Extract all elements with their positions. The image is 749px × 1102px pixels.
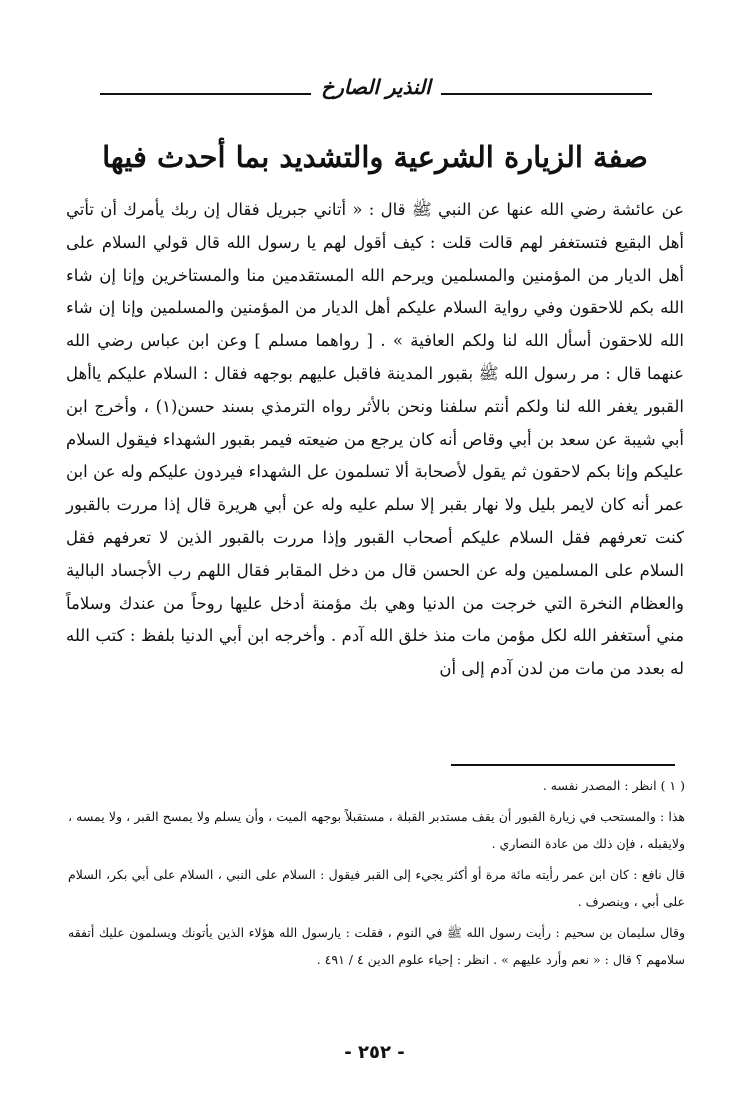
footnote-separator xyxy=(451,764,675,766)
page-number: - ٢٥٢ - xyxy=(344,1042,405,1063)
running-title: النذير الصارخ xyxy=(321,75,431,99)
footnotes xyxy=(68,772,685,973)
running-header xyxy=(100,72,652,102)
chapter-title: صفة الزيارة الشرعية والتشديد بما أحدث فيها xyxy=(102,140,648,174)
header-rule-right xyxy=(441,93,652,95)
body-text xyxy=(66,194,684,686)
footnote-1: ( ١ ) انظر : المصدر نفسه . xyxy=(542,778,685,793)
header-rule-left xyxy=(100,93,311,95)
footnote-note-sulayman: وقال سليمان بن سحيم : رأيت رسول الله ﷺ في النوم ، فقلت : يارسول الله هؤلاء الذين يأتونك ويسلمون عليك أتفقه سلامهم ؟ قال : « نعم وأرد عليهم » . انظر : إحياء علوم الدين ٤ / ٤٩١ . xyxy=(68,925,685,967)
body-paragraph: عن عائشة رضي الله عنها عن النبي ﷺ قال : « أتاني جبريل فقال إن ربك يأمرك أن تأتي أهل البقيع فتستغفر لهم قالت قلت : كيف أقول لهم يا رسول الله قال قولي السلام على أهل الديار من المؤمنين والمسلمين ويرحم الله المستقدمين منا والمستاخرين وإنا إن شاء الله بكم للاحقون وفي رواية السلام عليكم أهل الديار من المؤمنين والمسلمين وإنا إن شاء الله للاحقون أسأل الله لنا ولكم العافية » . [ رواهما مسلم ] وعن ابن عباس رضي الله عنهما قال : مر رسول الله ﷺ بقبور المدينة فاقبل عليهم بوجهه فقال : السلام عليكم ياأهل القبور يغفر الله لنا ولكم أنتم سلفنا ونحن بالأثر رواه الترمذي بسند حسن(١) ، وأخرج ابن أبي شيبة عن سعد بن أبي وقاص أنه كان يرجع من ضيعته فيمر بقبور الشهداء فيقول السلام عليكم وإنا بكم لاحقون ثم يقول لأصحابة ألا تسلمون عل الشهداء فيردون عليكم وله عن ابن عمر أنه كان لايمر بليل ولا نهار بقبر إلا سلم عليه وله عن أبي هريرة قال إذا مررت بالقبور كنت تعرفهم فقل السلام عليكم أصحاب القبور وإذا مررت بالقبور الذين لا تعرفهم فقل السلام على المسلمين وله عن الحسن قال من دخل المقابر فقال اللهم رب الأجساد البالية والعظام النخرة التي خرجت من الدنيا وهي بك مؤمنة أدخل عليها روحاً من عندك وسلاماً مني أستغفر الله لكل مؤمن مات منذ خلق الله آدم . وأخرجه ابن أبي الدنيا بلفظ : كتب الله له بعدد من مات من لدن آدم إلى أن xyxy=(66,200,684,679)
footnote-note-nafi: قال نافع : كان ابن عمر رأيته مائة مرة أو أكثر يجيء إلى القبر فيقول : السلام على النبي ، السلام على أبي بكر، السلام على أبي ، وينصرف . xyxy=(68,867,685,909)
footnote-note-visiting: هذا : والمستحب في زيارة القبور أن يقف مستدبر القبلة ، مستقبلاً بوجهه الميت ، وأن يسلم ولا يمسح القبر ، ولا يمسه ، ولايقبله ، فإن ذلك من عادة النصاري . xyxy=(68,809,685,851)
